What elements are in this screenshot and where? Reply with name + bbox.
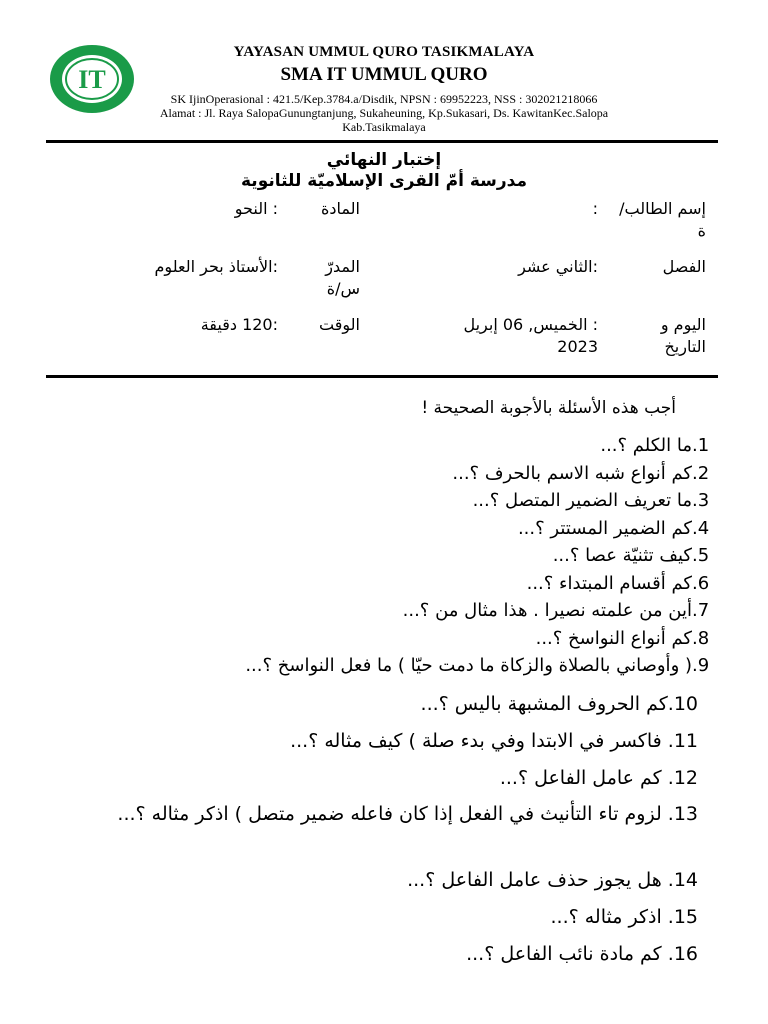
question-text: كيف تثنيّة عصا ؟... (552, 545, 692, 566)
info-divider (46, 375, 718, 378)
question-item (553, 543, 720, 569)
question-number: 9. (692, 655, 710, 676)
time-value: :120 دقيقة (200, 315, 278, 334)
address-line: Alamat : Jl. Raya SalopaGunungtanjung, Sukaheuning, Kp.Sukasari, Ds. KawitanKec.Salopa (159, 106, 609, 120)
question-text: أين من علمته نصيرا . هذا مثال من ؟... (402, 600, 692, 621)
school-logo (48, 44, 136, 114)
teacher-label: المدرّ س/ة (325, 257, 360, 298)
question-number: 4. (692, 517, 710, 539)
school-arabic-name: مدرسة أمّ القرى الإسلاميّة للثانوية (241, 171, 527, 191)
subject-label: المادة (321, 199, 360, 218)
teacher-value: :الأستاذ بحر العلوم (154, 257, 278, 276)
question-text: كم الضمير المستتر ؟... (517, 517, 692, 539)
question-item: 16. كم مادة نائب الفاعل ؟... (466, 943, 698, 965)
question-text: كم أنواع شبه الاسم بالحرف ؟... (452, 462, 692, 484)
day-label: اليوم و التاريخ (660, 315, 706, 356)
class-label: الفصل (662, 257, 706, 276)
day-value: : الخميس, 06 إبريل 2023 (463, 315, 598, 356)
question-item (245, 653, 720, 679)
question-item: 10.كم الحروف المشبهة باليس ؟... (420, 693, 698, 715)
header-divider (46, 140, 718, 143)
school-name: SMA IT UMMUL QURO (280, 64, 488, 85)
question-item (518, 516, 720, 542)
question-item (403, 598, 720, 624)
question-text: ما تعريف الضمير المتصل ؟... (472, 490, 692, 511)
instruction: أجب هذه الأسئلة بالأجوبة الصحيحة ! (421, 398, 676, 418)
city-line: Kab.Tasikmalaya (342, 120, 426, 134)
logo-letters: IT (78, 65, 106, 94)
question-item: 11. فاكسر في الابتدا وفي بدء صلة ) كيف مثاله ؟... (290, 730, 698, 752)
question-text: ما الكلم ؟... (600, 435, 692, 456)
question-number: 5. (692, 545, 710, 566)
time-label: الوقت (319, 315, 360, 334)
foundation-name: YAYASAN UMMUL QURO TASIKMALAYA (233, 44, 535, 60)
question-number: 3. (692, 490, 710, 511)
question-item: 13. لزوم تاء التأنيث في الفعل إذا كان فاعله ضمير متصل ) اذكر مثاله ؟... (117, 803, 698, 825)
student-value: : (592, 199, 598, 218)
question-text: كم أقسام المبتداء ؟... (526, 572, 692, 594)
permit-line: SK IjinOperasional : 421.5/Kep.3784.a/Disdik, NPSN : 69952223, NSS : 302021218066 (170, 92, 598, 106)
class-value: :الثاني عشر (518, 257, 598, 276)
question-text: ( وأوصاني بالصلاة والزكاة ما دمت حيّا ) ما فعل النواسخ ؟... (245, 655, 692, 676)
question-item (452, 461, 720, 487)
question-item (527, 571, 720, 597)
question-number: 6. (692, 572, 710, 594)
subject-value: : النحو (234, 199, 278, 218)
question-number: 1. (692, 435, 710, 456)
question-item: 14. هل يجوز حذف عامل الفاعل ؟... (407, 869, 698, 891)
question-item: 12. كم عامل الفاعل ؟... (499, 767, 698, 789)
question-text: كم أنواع النواسخ ؟... (535, 627, 692, 649)
exam-title: إختبار النهائي (326, 150, 442, 170)
question-number: 7. (692, 600, 710, 621)
question-item (536, 626, 720, 652)
question-item (473, 488, 720, 514)
question-item (600, 433, 720, 459)
letterhead-details (140, 92, 628, 134)
question-item: 15. اذكر مثاله ؟... (550, 906, 698, 928)
student-label: إسم الطالب/ة (619, 199, 706, 240)
question-number: 8. (692, 627, 710, 649)
question-number: 2. (692, 462, 710, 484)
